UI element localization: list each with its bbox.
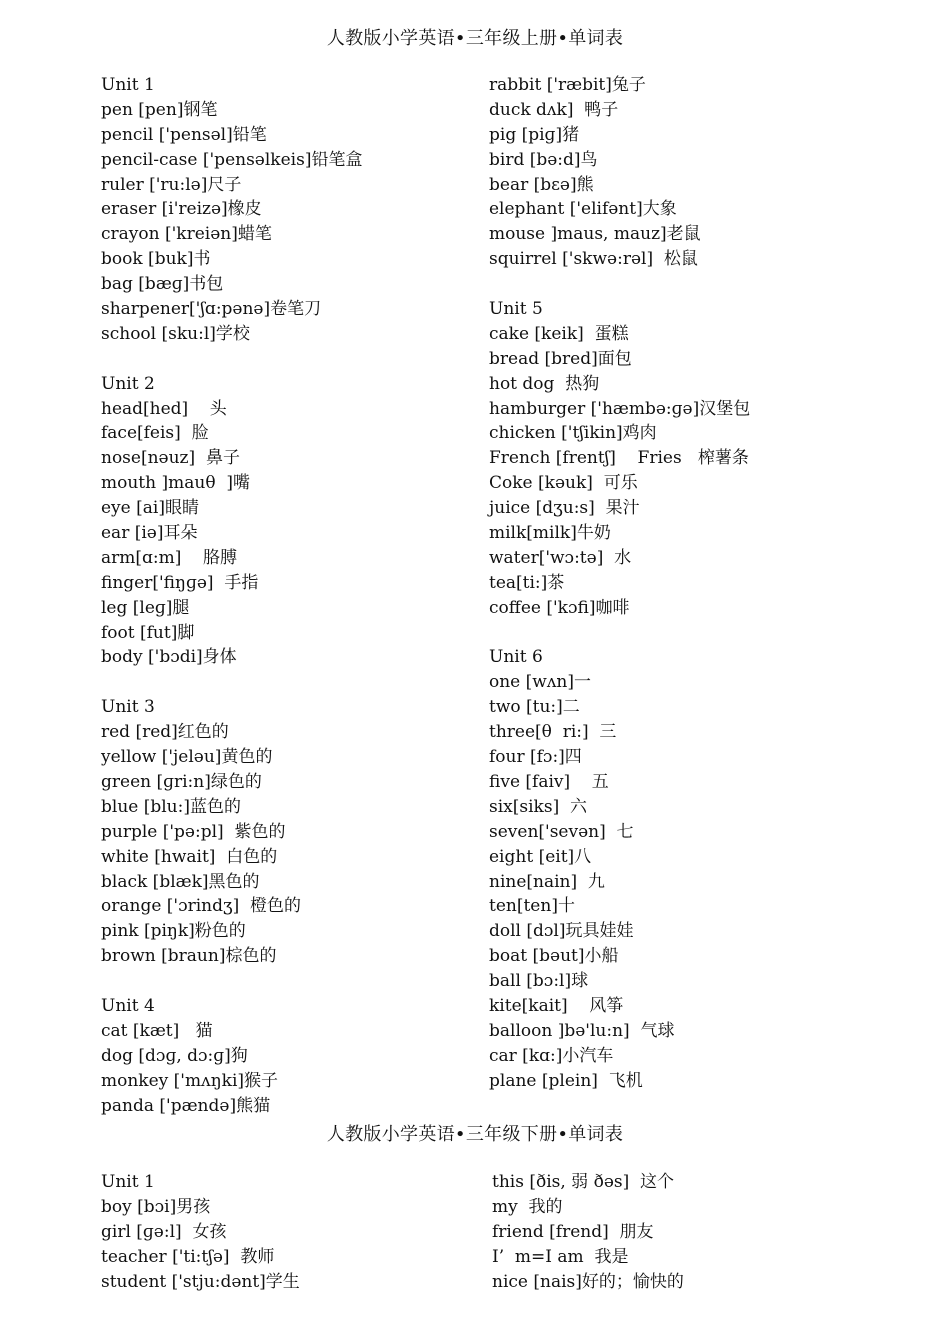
vocab-entry: juice [dʒu:s] 果汁 [489,498,640,519]
vocab-entry: crayon ['kreiən]蜡笔 [101,224,272,245]
upper-title: 人教版小学英语•三年级上册•单词表 [326,28,624,49]
vocab-entry: green [ɡri:n]绿色的 [101,771,262,792]
vocab-entry: body ['bɔdi]身体 [101,647,237,668]
vocab-entry: monkey ['mʌŋki]猴子 [101,1070,279,1091]
vocab-entry: coffee ['kɔfi]咖啡 [489,597,630,618]
vocab-entry: girl [ɡə:l] 女孩 [101,1221,227,1242]
vocab-entry: red [red]红色的 [101,722,229,743]
vocab-entry: teacher ['ti:tʃə] 教师 [101,1246,275,1267]
vocab-entry: nice [nais]好的；愉快的 [492,1271,684,1292]
vocab-entry: school [sku:l]学校 [101,323,250,344]
vocab-entry: white [hwait] 白色的 [101,846,278,867]
vocab-entry: rabbit ['ræbit]兔子 [489,75,646,95]
vocab-entry: chicken ['tʃikin]鸡肉 [489,423,657,444]
vocab-entry: balloon ]bə'lu:n] 气球 [489,1020,675,1041]
vocab-entry: I’ m=I am 我是 [492,1246,629,1267]
vocab-entry: yellow ['jeləu]黄色的 [101,747,273,768]
vocab-entry: sharpener['ʃɑ:pənə]卷笔刀 [101,299,322,320]
vocab-entry: purple ['pə:pl] 紫色的 [101,821,286,842]
upper-right-column [489,73,750,1094]
vocab-entry: two [tu:]二 [489,697,580,718]
vocab-entry: tea[ti:]茶 [489,572,565,593]
vocab-entry: three[θ ri:] 三 [489,722,617,743]
vocab-entry: four [fɔ:]四 [489,747,582,768]
vocab-entry: ball [bɔ:l]球 [489,971,589,992]
vocab-entry: nine[nain] 九 [489,871,605,892]
vocab-entry: leg [leɡ]腿 [101,597,190,618]
vocab-entry: panda ['pændə]熊猫 [101,1095,271,1116]
vocab-entry: bread [bred]面包 [489,348,632,369]
vocab-entry: brown [braun]棕色的 [101,946,277,967]
unit-heading: Unit 6 [489,647,543,668]
vocab-entry: five [faiv] 五 [489,771,609,792]
unit-heading: Unit 3 [101,697,155,718]
vocab-entry: pencil ['pensəl]铅笔 [101,124,267,145]
vocab-entry: eraser [i'reizə]橡皮 [101,199,262,220]
vocab-entry: bear [bɛə]熊 [489,174,594,195]
vocab-entry: book [buk]书 [101,249,211,270]
vocab-entry: pig [piɡ]猪 [489,124,580,145]
vocab-entry: bird [bə:d]鸟 [489,149,598,170]
vocab-entry: ten[ten]十 [489,896,575,917]
spacer [101,670,362,695]
vocab-entry: pink [piŋk]粉色的 [101,921,246,942]
vocab-entry: Coke [kəuk] 可乐 [489,473,638,494]
vocab-entry: kite[kait] 风筝 [489,995,624,1016]
spacer [101,347,362,372]
vocab-entry: squirrel ['skwə:rəl] 松鼠 [489,249,698,270]
vocab-entry: eight [eit]八 [489,846,592,867]
vocab-entry: seven['sevən] 七 [489,821,634,842]
vocab-entry: friend [frend] 朋友 [492,1221,654,1242]
vocab-entry: ruler ['ru:lə]尺子 [101,174,242,195]
vocab-entry: cake [keik] 蛋糕 [489,323,629,344]
unit-heading: Unit 5 [489,299,543,320]
vocab-entry: black [blæk]黑色的 [101,871,260,892]
vocab-entry: water['wɔ:tə] 水 [489,547,632,568]
vocab-entry: nose[nəuz] 鼻子 [101,448,240,469]
vocab-entry: hamburger ['hæmbə:ɡə]汉堡包 [489,398,751,419]
vocab-entry: dog [dɔɡ, dɔ:ɡ]狗 [101,1045,248,1066]
vocab-entry: doll [dɔl]玩具娃娃 [489,921,634,942]
vocab-entry: mouse ]maus, mauz]老鼠 [489,224,701,245]
vocab-entry: cat [kæt] 猫 [101,1020,213,1041]
vocab-entry: French [frentʃ] Fries 榨薯条 [489,448,749,469]
vocab-entry: plane [plein] 飞机 [489,1070,643,1091]
unit-heading: Unit 1 [101,1172,155,1192]
vocab-entry: milk[milk]牛奶 [489,523,611,544]
vocab-entry: duck dʌk] 鸭子 [489,99,619,120]
spacer [101,969,362,994]
vocab-entry: student ['stju:dənt]学生 [101,1271,300,1292]
vocab-entry: arm[ɑ:m] 胳膊 [101,547,237,568]
vocab-entry: car [kɑ:]小汽车 [489,1045,614,1066]
unit-heading: Unit 1 [101,75,155,95]
vocab-entry: blue [blu:]蓝色的 [101,796,241,817]
unit-heading: Unit 4 [101,995,155,1016]
vocab-entry: pen [pen]钢笔 [101,99,218,120]
vocab-entry: orange ['ɔrindʒ] 橙色的 [101,896,302,917]
vocab-entry: my 我的 [492,1196,563,1217]
vocab-entry: six[siks] 六 [489,796,588,817]
vocab-entry: hot dog 热狗 [489,373,600,394]
vocab-entry: one [wʌn]一 [489,672,592,693]
vocab-entry: foot [fut]脚 [101,622,195,643]
lower-right-column [492,1170,684,1294]
vocab-entry: face[feis] 脸 [101,423,209,444]
vocab-entry: elephant ['elifənt]大象 [489,199,677,220]
vocab-entry: head[hed] 头 [101,398,227,419]
vocab-entry: finger['fiŋɡə] 手指 [101,572,259,593]
vocab-entry: this [ðis, 弱 ðəs] 这个 [492,1172,675,1192]
vocab-entry: boy [bɔi]男孩 [101,1196,211,1217]
vocab-entry: bag [bæɡ]书包 [101,274,224,295]
vocab-entry: mouth ]mauθ ]嘴 [101,473,250,494]
vocab-entry: eye [ai]眼睛 [101,498,199,519]
spacer [489,621,750,646]
vocab-entry: pencil-case ['pensəlkeis]铅笔盒 [101,149,363,170]
vocab-entry: ear [iə]耳朵 [101,523,198,544]
upper-left-column [101,73,362,1118]
lower-left-column [101,1170,300,1294]
unit-heading: Unit 2 [101,373,155,394]
lower-title: 人教版小学英语•三年级下册•单词表 [326,1124,624,1145]
vocab-entry: boat [bəut]小船 [489,946,619,967]
spacer [489,272,750,297]
